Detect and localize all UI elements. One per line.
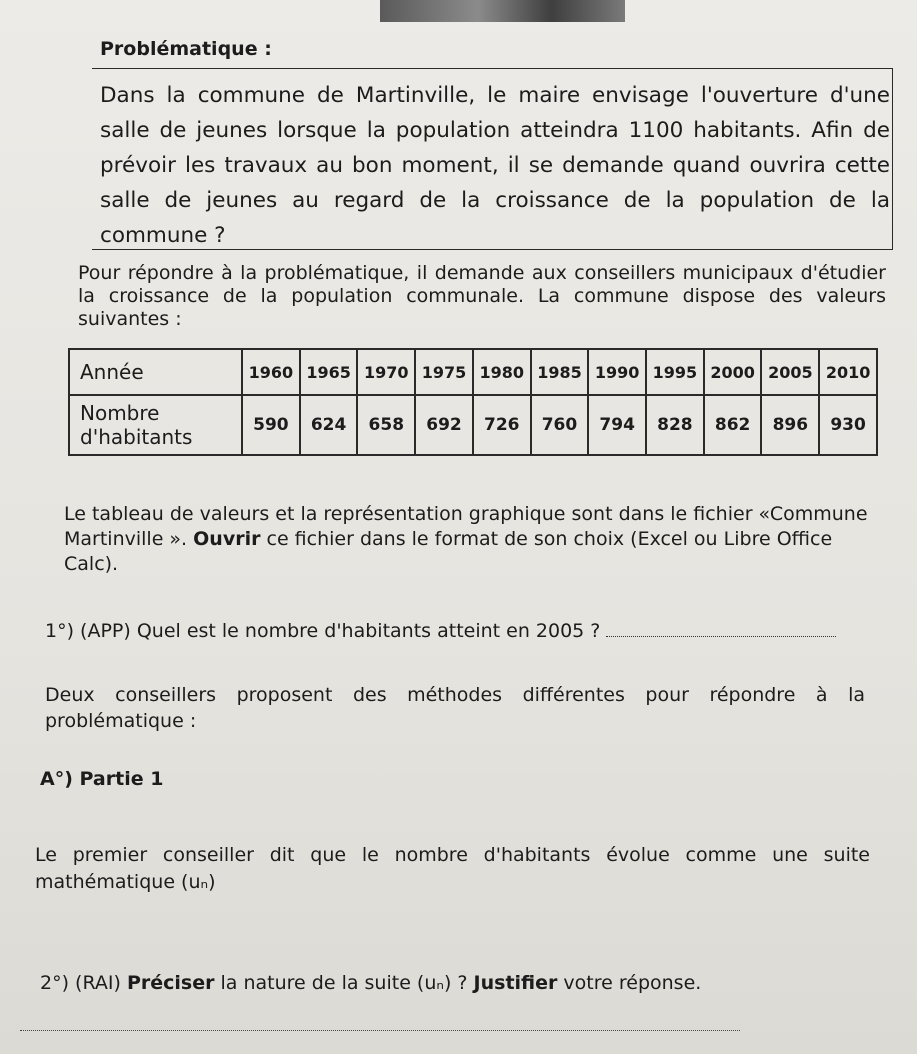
year-cell: 1960 [242, 349, 300, 395]
year-row [69, 349, 877, 395]
year-cell: 1980 [473, 349, 531, 395]
file-text-open: Ouvrir [193, 528, 261, 550]
question-1-text: 1°) (APP) Quel est le nombre d'habitants atteint en 2005 ? [45, 620, 601, 642]
inhabitants-cell: 794 [588, 395, 646, 455]
inhabitants-row [69, 395, 877, 455]
year-cell: 1970 [357, 349, 415, 395]
year-cell: 1990 [588, 349, 646, 395]
question-2-suffix: votre réponse. [557, 972, 702, 994]
population-table [68, 348, 878, 456]
inhabitants-cell: 692 [415, 395, 473, 455]
part1-title: A°) Partie 1 [40, 768, 164, 790]
inhabitants-header: Nombre d'habitants [69, 395, 242, 455]
intro-paragraph: Pour répondre à la problématique, il demande aux conseillers municipaux d'étudier la croissance de la population communale. La commune dispose des valeurs suivantes : [78, 262, 886, 330]
inhabitants-cell: 930 [819, 395, 877, 455]
year-cell: 1975 [415, 349, 473, 395]
year-cell: 2005 [761, 349, 819, 395]
inhabitants-cell: 828 [646, 395, 704, 455]
two-counselors-paragraph: Deux conseillers proposent des méthodes différentes pour répondre à la problématique : [45, 684, 865, 732]
year-cell: 2010 [819, 349, 877, 395]
question-2-bold2: Justifier [473, 972, 558, 994]
question-2-mid: la nature de la suite (uₙ) ? [214, 972, 474, 994]
inhabitants-cell: 862 [704, 395, 762, 455]
inhabitants-cell: 624 [300, 395, 358, 455]
file-text-part1: Le tableau de valeurs et la représentation graphique sont dans le fichier «Commune Martinville ». [64, 503, 868, 550]
question-2 [40, 972, 890, 994]
inhabitants-cell: 760 [531, 395, 589, 455]
problem-title: Problématique : [100, 38, 272, 60]
question-2-prefix: 2°) (RAI) [40, 972, 127, 994]
question-2-bold1: Préciser [126, 972, 215, 994]
year-header: Année [69, 349, 242, 395]
photo-strip [380, 0, 625, 22]
problem-text: Dans la commune de Martinville, le maire envisage l'ouverture d'une salle de jeunes lorsque la population atteindra 1100 habitants. Afin de prévoir les travaux au bon moment, il se demande quand ouvrira cette salle de jeunes au regard de la croissance de la population de la commune ? [100, 83, 890, 248]
first-counselor-paragraph: Le premier conseiller dit que le nombre d'habitants évolue comme une suite mathématique (uₙ) [35, 844, 870, 893]
year-cell: 2000 [704, 349, 762, 395]
answer-line[interactable] [606, 622, 836, 637]
inhabitants-cell: 590 [242, 395, 300, 455]
year-cell: 1985 [531, 349, 589, 395]
year-cell: 1965 [300, 349, 358, 395]
year-cell: 1995 [646, 349, 704, 395]
inhabitants-cell: 896 [761, 395, 819, 455]
inhabitants-cell: 658 [357, 395, 415, 455]
file-instructions [64, 502, 872, 577]
question-1 [45, 620, 865, 642]
file-text-part2: ce fichier dans le format de son choix (Excel ou Libre Office Calc). [64, 528, 833, 575]
answer-dotted-line[interactable] [20, 1030, 740, 1031]
inhabitants-cell: 726 [473, 395, 531, 455]
